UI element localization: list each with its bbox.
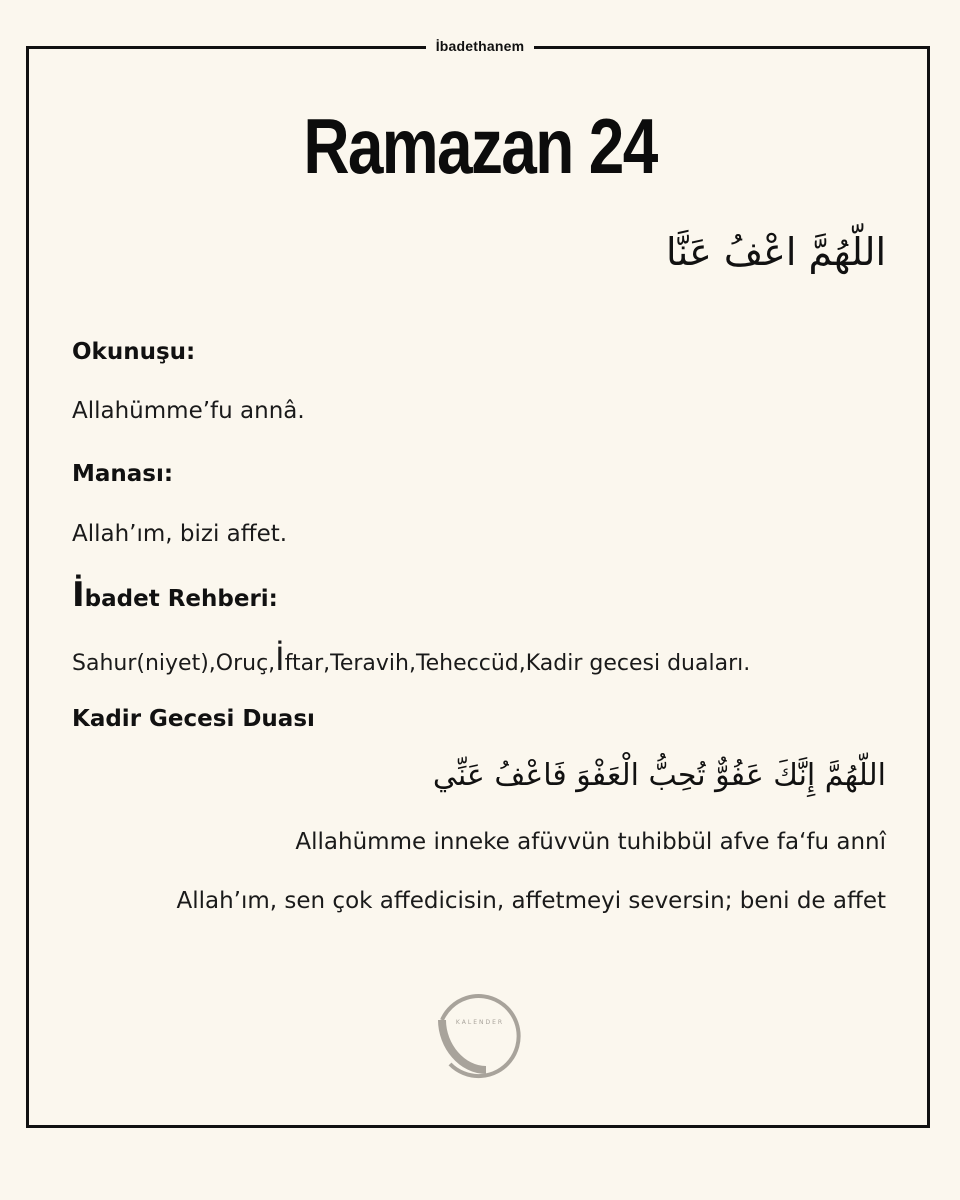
okunusu-text: Allahümme’fu annâ. xyxy=(72,398,305,424)
ibadet-rehberi-text-end: ftar,Teravih,Teheccüd,Kadir gecesi duaları. xyxy=(284,651,751,676)
manasi-label: Manası: xyxy=(72,461,174,487)
ibadet-rehberi-label xyxy=(72,577,278,617)
brand-label xyxy=(0,36,960,56)
ibadet-rehberi-label-rest: badet Rehberi: xyxy=(84,586,278,612)
ibadet-rehberi-text xyxy=(72,641,750,682)
kalender-logo xyxy=(430,980,530,1080)
okunusu-label: Okunuşu: xyxy=(72,339,196,365)
logo-arc xyxy=(442,996,519,1076)
ibadet-rehberi-label-initial: İ xyxy=(72,575,85,615)
kadir-gecesi-transliteration: Allahümme inneke afüvvün tuhibbül afve fa‘fu annî xyxy=(295,829,886,855)
logo-arc-lower xyxy=(442,1020,486,1070)
brand-text: İbadethanem xyxy=(426,36,535,56)
kadir-gecesi-arabic: اللّهُمَّ إِنَّكَ عَفُوٌّ تُحِبُّ الْعَفْوَ فَاعْفُ عَنِّي xyxy=(432,758,886,793)
logo-text: KALENDER xyxy=(455,1019,505,1026)
manasi-text: Allah’ım, bizi affet. xyxy=(72,521,288,547)
ibadet-rehberi-text-start: Sahur(niyet),Oruç, xyxy=(72,651,276,676)
ibadet-rehberi-text-big-letter: İ xyxy=(275,640,285,678)
page-title: Ramazan 24 xyxy=(303,102,657,190)
arabic-dua: اللّهُمَّ اعْفُ عَنَّا xyxy=(666,230,886,274)
kadir-gecesi-meaning: Allah’ım, sen çok affedicisin, affetmeyi seversin; beni de affet xyxy=(176,888,886,914)
kadir-gecesi-label: Kadir Gecesi Duası xyxy=(72,706,315,732)
